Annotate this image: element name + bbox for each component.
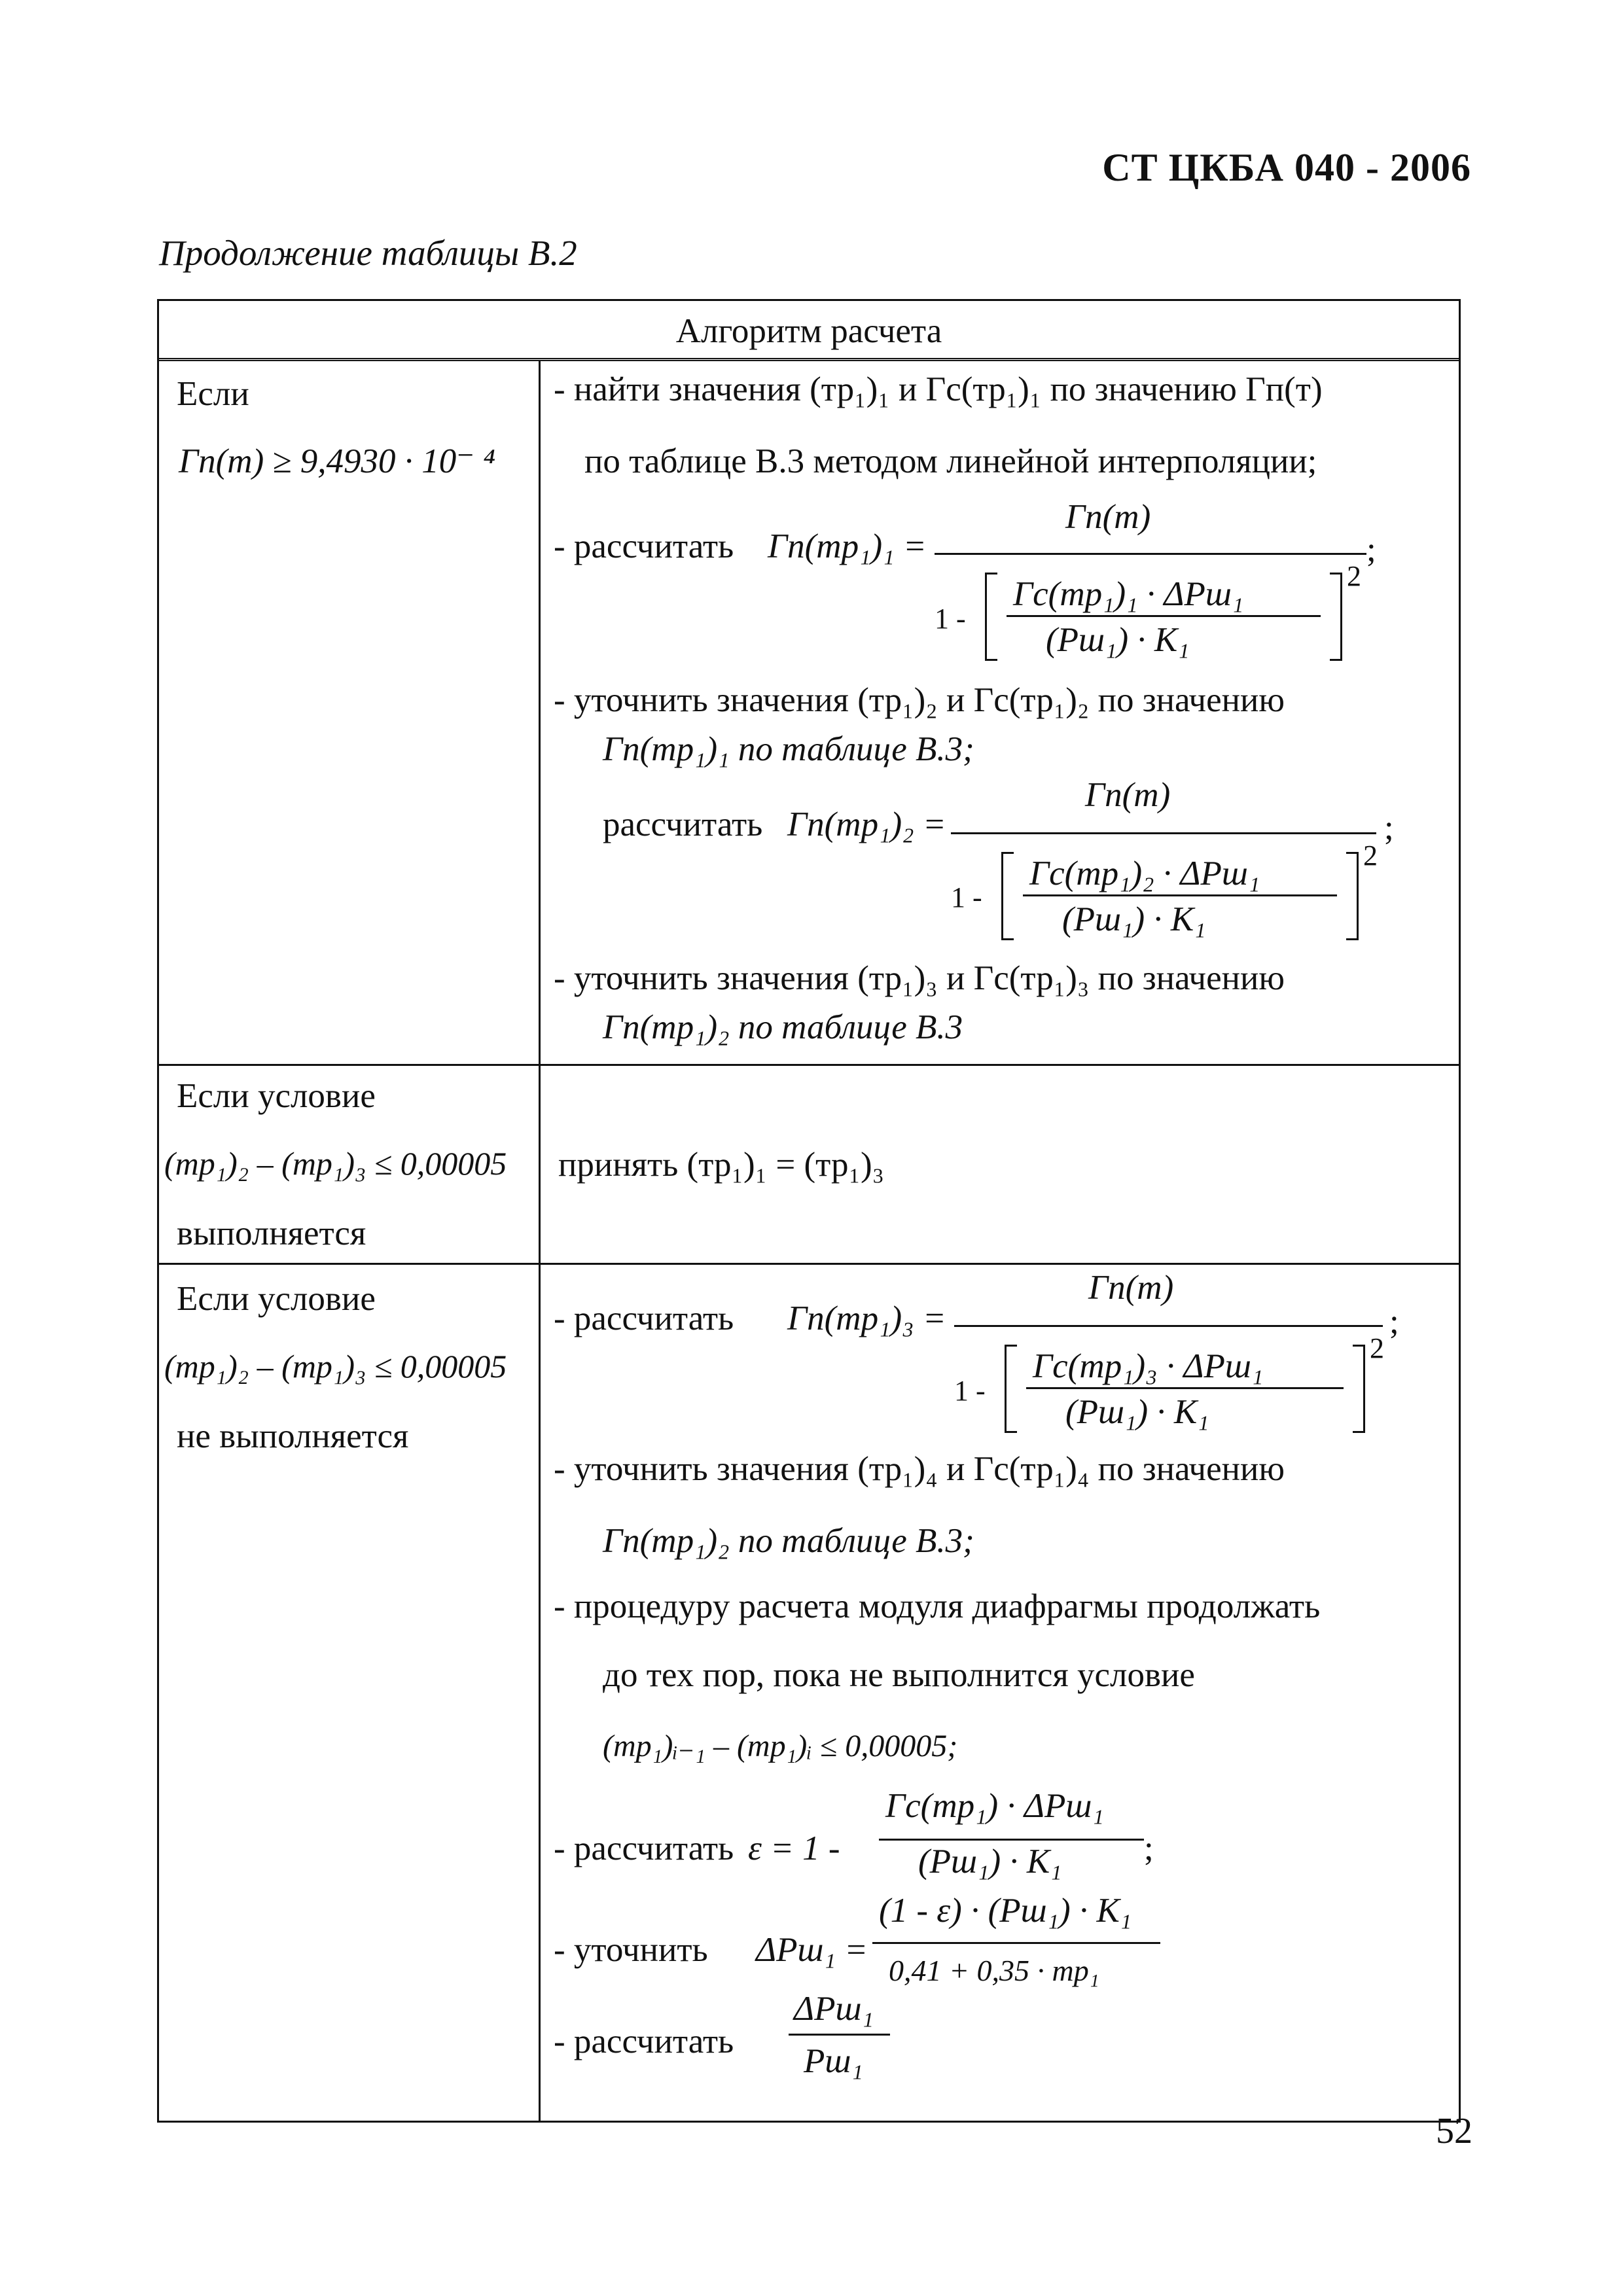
row3-algo-line1: - рассчитать bbox=[554, 1299, 734, 1337]
formula3-lhs: Гп(тр₁)₃ = bbox=[787, 1299, 946, 1337]
formula2-inner-numerator: Гс(тр₁)₂ · ΔРш₁ bbox=[1029, 855, 1260, 892]
row-divider-1 bbox=[159, 1064, 1459, 1066]
formula3-one-minus: 1 - bbox=[954, 1375, 986, 1407]
formula3-inner-denominator: (Рш₁) · К₁ bbox=[1065, 1393, 1209, 1431]
formula3-numerator: Гп(т) bbox=[1088, 1269, 1174, 1307]
epsilon-numerator: Гс(тр₁) · ΔРш₁ bbox=[885, 1787, 1104, 1825]
row3-condition-line3: не выполняется bbox=[177, 1417, 409, 1455]
formula1-inner-numerator: Гс(тр₁)₁ · ΔРш₁ bbox=[1013, 575, 1244, 613]
row3-condition-line1: Если условие bbox=[177, 1280, 376, 1318]
algorithm-table bbox=[157, 299, 1461, 2123]
formula3-semicolon: ; bbox=[1389, 1303, 1399, 1341]
page-number: 52 bbox=[1436, 2111, 1472, 2151]
formula2-numerator: Гп(т) bbox=[1085, 776, 1171, 814]
ratio-denominator: Рш₁ bbox=[804, 2042, 863, 2080]
row2-condition-line3: выполняется bbox=[177, 1214, 366, 1252]
formula1-lhs: Гп(тр₁)₁ = bbox=[768, 527, 927, 565]
formula1-numerator: Гп(т) bbox=[1065, 498, 1151, 536]
row1-algo-line1: - найти значения (тр₁)₁ и Гс(тр₁)₁ по значению Гп(т) bbox=[554, 370, 1323, 408]
dp-numerator: (1 - ε) · (Рш₁) · К₁ bbox=[879, 1892, 1132, 1930]
row1-algo-line4: - уточнить значения (тр₁)₂ и Гс(тр₁)₂ по значению bbox=[554, 681, 1285, 719]
table-header: Алгоритм расчета bbox=[159, 301, 1459, 361]
row3-condition-formula: (тр₁)₂ – (тр₁)₃ ≤ 0,00005 bbox=[164, 1348, 507, 1385]
epsilon-semicolon: ; bbox=[1144, 1829, 1154, 1867]
formula1-one-minus: 1 - bbox=[935, 603, 966, 635]
formula3-square: 2 bbox=[1370, 1332, 1384, 1364]
epsilon-lhs: ε = 1 - bbox=[748, 1829, 840, 1867]
row1-algo-line3: - рассчитать bbox=[554, 527, 734, 565]
ratio-numerator: ΔРш₁ bbox=[794, 1990, 874, 2028]
table-caption: Продолжение таблицы В.2 bbox=[159, 233, 577, 273]
row1-condition-formula: Гп(т) ≥ 9,4930 · 10⁻ ⁴ bbox=[179, 442, 495, 480]
row3-algo-line8: - уточнить bbox=[554, 1931, 708, 1969]
formula2-square: 2 bbox=[1363, 839, 1378, 872]
row2-condition-formula: (тр₁)₂ – (тр₁)₃ ≤ 0,00005 bbox=[164, 1145, 507, 1182]
document-code: СТ ЦКБА 040 - 2006 bbox=[1102, 146, 1471, 189]
row2-condition-line1: Если условие bbox=[177, 1077, 376, 1115]
row3-algo-line7: - рассчитать bbox=[554, 1829, 734, 1867]
row3-algo-line5: до тех пор, пока не выполнится условие bbox=[603, 1656, 1195, 1694]
formula3-inner-numerator: Гс(тр₁)₃ · ΔРш₁ bbox=[1033, 1347, 1264, 1385]
formula1-inner-denominator: (Рш₁) · К₁ bbox=[1046, 621, 1190, 659]
row2-algo-line1: принять (тр₁)₁ = (тр₁)₃ bbox=[558, 1146, 885, 1184]
row1-condition-line1: Если bbox=[177, 375, 249, 413]
row1-algo-line8: Гп(тр₁)₂ по таблице В.3 bbox=[603, 1008, 963, 1046]
row1-algo-line7: - уточнить значения (тр₁)₃ и Гс(тр₁)₃ по значению bbox=[554, 959, 1285, 997]
column-divider bbox=[539, 361, 541, 2121]
row3-algo-line4: - процедуру расчета модуля диафрагмы продолжать bbox=[554, 1587, 1321, 1625]
dp-lhs: ΔРш₁ = bbox=[756, 1931, 868, 1969]
formula2-lhs: Гп(тр₁)₂ = bbox=[787, 805, 946, 843]
formula1-semicolon: ; bbox=[1366, 531, 1376, 569]
epsilon-denominator: (Рш₁) · К₁ bbox=[918, 1843, 1062, 1881]
row3-algo-line9: - рассчитать bbox=[554, 2022, 734, 2060]
dp-denominator: 0,41 + 0,35 · тр₁ bbox=[889, 1954, 1099, 1987]
row3-algo-line2: - уточнить значения (тр₁)₄ и Гс(тр₁)₄ по значению bbox=[554, 1450, 1285, 1488]
row-divider-2 bbox=[159, 1263, 1459, 1265]
row1-algo-line6: рассчитать bbox=[603, 805, 763, 843]
formula2-semicolon: ; bbox=[1384, 809, 1394, 847]
row3-algo-line6: (тр₁)ᵢ₋₁ – (тр₁)ᵢ ≤ 0,00005; bbox=[603, 1729, 958, 1763]
row1-algo-line2: по таблице В.3 методом линейной интерполяции; bbox=[584, 442, 1317, 480]
formula2-inner-denominator: (Рш₁) · К₁ bbox=[1062, 900, 1206, 938]
row1-algo-line5: Гп(тр₁)₁ по таблице В.3; bbox=[603, 730, 974, 768]
row1-condition bbox=[177, 374, 249, 414]
formula1-square: 2 bbox=[1347, 560, 1361, 592]
formula2-one-minus: 1 - bbox=[951, 881, 982, 913]
row3-algo-line3: Гп(тр₁)₂ по таблице В.3; bbox=[603, 1522, 974, 1560]
